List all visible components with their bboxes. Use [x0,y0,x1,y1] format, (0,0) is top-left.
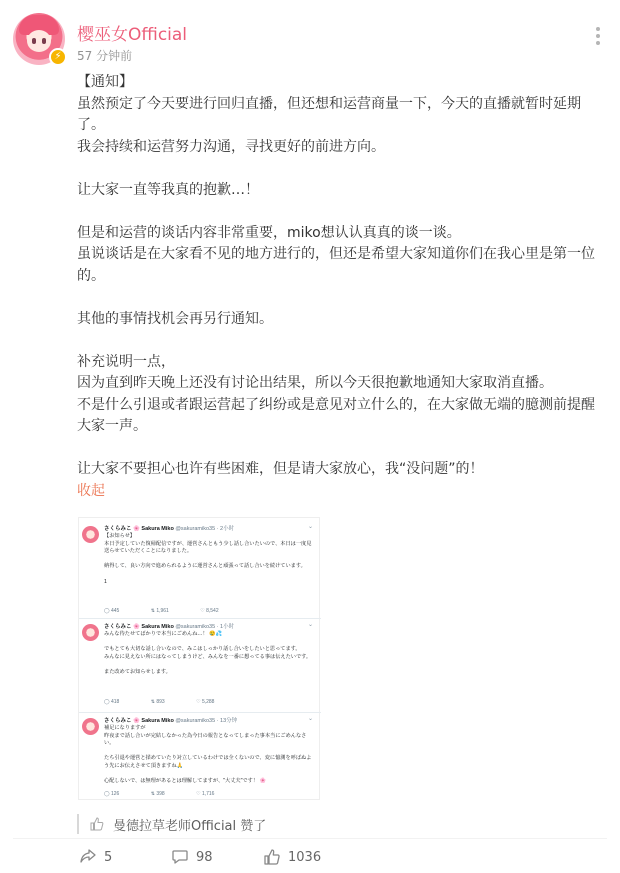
post-line: 让大家一直等我真的抱歉…！ [77,181,259,198]
tweet-actions [104,608,304,614]
like-count: 1036 [288,849,322,865]
post-line: 虽说谈话是在大家看不见的地方进行的，但还是希望大家知道你们在我心里是第一位的。 [77,246,595,284]
chevron-down-icon: ⌄ [307,622,313,628]
tweet-author: さくらみこ 🌸 Sakura Miko [104,718,174,724]
comment-icon [171,848,189,866]
tweet-retweet-count: ⇅ 398 [150,791,165,797]
tweet-retweet-count: ⇅ 1,961 [150,608,169,614]
tweet-card [79,618,321,712]
tweet-text: 補足になりますが 昨夜まで話し合いが完結しなかった為今日の報告となってしまった事本当にごめんなさい。 たち引退や運営と揉めていたり対立しているわけでは全くないので、変に憶測を呼ばぬよう先にお伝えさせて頂きますね🙏 心配しないで、は無理があるとは理解してますが、"大丈夫"です！ 🌸 [104,725,312,785]
post-line: 让大家不要担心也许有些困难，但是请大家放心，我“没问题”的！ [77,461,484,477]
tweet-avatar [82,526,99,543]
post-time[interactable]: 57 分钟前 [77,49,133,63]
tweet-card [79,712,321,800]
tweet-reply-count: ◯ 418 [104,699,120,705]
post-header [13,13,613,69]
share-count: 5 [104,849,113,865]
post-text [77,72,597,502]
tweet-retweet-count: ⇅ 893 [150,699,165,705]
post-line: 【通知】 [77,74,133,90]
tweet-handle: @sakuramiko35 · 1小时 [175,624,235,630]
like-icon [263,848,281,866]
post-line: 虽然预定了今天要进行回归直播，但还想和运营商量一下，今天的直播就暂时延期了。 [77,95,581,133]
liked-by-row [77,814,597,834]
tweet-like-count: ♡ 1,716 [196,791,215,797]
share-icon [79,848,97,866]
collapse-link[interactable]: 收起 [77,482,105,499]
tweet-actions [104,791,304,797]
tweet-avatar [82,718,99,735]
post-line: 但是和运营的谈话内容非常重要，miko想认认真真的谈一谈。 [77,224,461,241]
tweet-text: みんな待たせてばかりで本当にごめんね…！ 😢💦 でもとても大切な話し合いなので、みこはしっかり話し合いをしたいと思ってます。 みんなに見えない所にはなってしまうけど、みんなを一番に想ってる事は伝えたいです。 また改めてお知らせします。 [104,631,312,675]
comment-button[interactable] [171,848,213,866]
action-bar [0,846,620,870]
post-line: 我会持续和运营努力沟通，寻找更好的前进方向。 [77,138,385,155]
chevron-down-icon: ⌄ [307,524,313,530]
post-line: 不是什么引退或者跟运营起了纠纷或是意见对立什么的，在大家做无端的臆测前提醒大家一声。 [77,396,595,434]
verified-badge-icon: ⚡ [49,48,67,66]
tweet-reply-count: ◯ 126 [104,791,120,797]
tweet-handle: @sakuramiko35 · 13分钟 [175,718,238,724]
post-line: 因为直到昨天晚上还没有讨论出结果，所以今天很抱歉地通知大家取消直播。 [77,375,553,391]
tweet-reply-count: ◯ 445 [104,608,120,614]
tweet-author: さくらみこ 🌸 Sakura Miko [104,526,174,532]
post-line: 补充说明一点， [77,353,175,370]
tweet-card [79,520,321,618]
tweet-handle: @sakuramiko35 · 2小时 [175,526,235,532]
tweet-avatar [82,624,99,641]
chevron-down-icon: ⌄ [307,716,313,722]
author-name[interactable]: 樱巫女Official [77,25,188,45]
like-button[interactable] [263,848,321,866]
more-options-icon[interactable] [596,27,602,47]
share-button[interactable] [79,848,112,866]
tweet-like-count: ♡ 8,542 [200,608,219,614]
tweet-actions [104,699,304,705]
comment-count: 98 [196,849,213,865]
attached-image[interactable] [78,517,320,800]
thumbs-up-icon [90,817,104,831]
divider [13,838,607,839]
liked-by-text[interactable]: 曼德拉草老师Official 赞了 [113,819,267,834]
tweet-like-count: ♡ 5,288 [196,699,215,705]
tweet-author: さくらみこ 🌸 Sakura Miko [104,624,174,630]
post-line: 其他的事情找机会再另行通知。 [77,310,273,327]
tweet-text: 【お知らせ】 本日予定していた復帰配信ですが、運営さんともう少し話し合いたいので、本日は一度見送らせていただくことになりました。 納得して、良い方向で進められるように運営さんと頑張って話し合いを続けています。 1 [104,533,312,585]
